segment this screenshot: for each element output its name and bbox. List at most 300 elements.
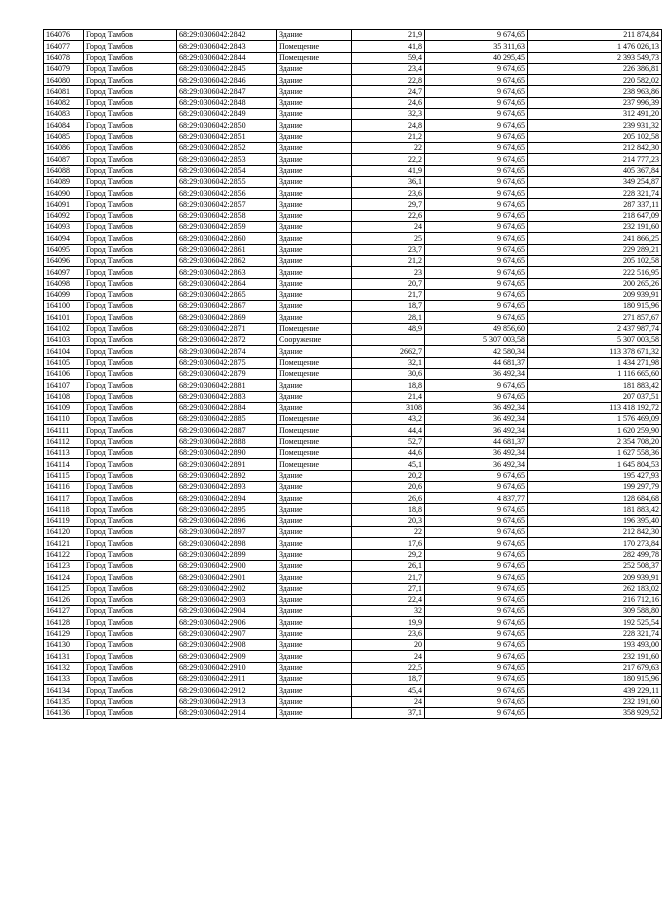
- cadastral-number-cell: 68:29:0306042:2859: [177, 222, 277, 233]
- table-row: [44, 459, 662, 470]
- area-cell: 17,6: [352, 538, 425, 549]
- cadastral-number-cell: 68:29:0306042:2843: [177, 41, 277, 52]
- area-cell: 30,6: [352, 368, 425, 379]
- area-cell: 24,7: [352, 86, 425, 97]
- row-id-cell: 164090: [44, 188, 84, 199]
- row-id-cell: 164077: [44, 41, 84, 52]
- table-row: [44, 640, 662, 651]
- object-type-cell: Здание: [277, 346, 352, 357]
- city-cell: Город Тамбов: [84, 402, 177, 413]
- unit-price-cell: 9 674,65: [425, 255, 528, 266]
- area-cell: 22: [352, 527, 425, 538]
- object-type-cell: Здание: [277, 662, 352, 673]
- unit-price-cell: 4 837,77: [425, 493, 528, 504]
- city-cell: Город Тамбов: [84, 323, 177, 334]
- unit-price-cell: 36 492,34: [425, 414, 528, 425]
- unit-price-cell: 9 674,65: [425, 120, 528, 131]
- cadastral-number-cell: 68:29:0306042:2850: [177, 120, 277, 131]
- unit-price-cell: 9 674,65: [425, 504, 528, 515]
- object-type-cell: Здание: [277, 244, 352, 255]
- cadastral-value-cell: 218 647,09: [528, 210, 662, 221]
- row-id-cell: 164129: [44, 628, 84, 639]
- unit-price-cell: 9 674,65: [425, 210, 528, 221]
- cadastral-value-cell: 271 857,67: [528, 312, 662, 323]
- cadastral-number-cell: 68:29:0306042:2888: [177, 436, 277, 447]
- table-row: [44, 493, 662, 504]
- unit-price-cell: 5 307 003,58: [425, 335, 528, 346]
- cadastral-number-cell: 68:29:0306042:2908: [177, 640, 277, 651]
- city-cell: Город Тамбов: [84, 380, 177, 391]
- cadastral-number-cell: 68:29:0306042:2895: [177, 504, 277, 515]
- table-row: [44, 142, 662, 153]
- table-row: [44, 414, 662, 425]
- unit-price-cell: 9 674,65: [425, 391, 528, 402]
- row-id-cell: 164106: [44, 368, 84, 379]
- row-id-cell: 164104: [44, 346, 84, 357]
- city-cell: Город Тамбов: [84, 131, 177, 142]
- cadastral-value-cell: 5 307 003,58: [528, 335, 662, 346]
- cadastral-number-cell: 68:29:0306042:2879: [177, 368, 277, 379]
- area-cell: 18,7: [352, 673, 425, 684]
- row-id-cell: 164103: [44, 335, 84, 346]
- unit-price-cell: 9 674,65: [425, 278, 528, 289]
- table-row: [44, 617, 662, 628]
- cadastral-number-cell: 68:29:0306042:2854: [177, 165, 277, 176]
- cadastral-number-cell: 68:29:0306042:2875: [177, 357, 277, 368]
- cadastral-number-cell: 68:29:0306042:2901: [177, 572, 277, 583]
- row-id-cell: 164079: [44, 63, 84, 74]
- table-row: [44, 583, 662, 594]
- row-id-cell: 164123: [44, 560, 84, 571]
- cadastral-value-cell: 209 939,91: [528, 572, 662, 583]
- object-type-cell: Здание: [277, 391, 352, 402]
- unit-price-cell: 9 674,65: [425, 86, 528, 97]
- unit-price-cell: 9 674,65: [425, 707, 528, 718]
- cadastral-value-cell: 1 576 469,09: [528, 414, 662, 425]
- table-row: [44, 357, 662, 368]
- cadastral-value-cell: 358 929,52: [528, 707, 662, 718]
- table-row: [44, 504, 662, 515]
- object-type-cell: Здание: [277, 628, 352, 639]
- object-type-cell: Здание: [277, 402, 352, 413]
- city-cell: Город Тамбов: [84, 504, 177, 515]
- unit-price-cell: 9 674,65: [425, 75, 528, 86]
- unit-price-cell: 9 674,65: [425, 651, 528, 662]
- row-id-cell: 164105: [44, 357, 84, 368]
- area-cell: 21,9: [352, 30, 425, 41]
- cadastral-number-cell: 68:29:0306042:2874: [177, 346, 277, 357]
- cadastral-value-cell: 205 102,58: [528, 131, 662, 142]
- cadastral-value-cell: 128 684,68: [528, 493, 662, 504]
- cadastral-number-cell: 68:29:0306042:2849: [177, 109, 277, 120]
- row-id-cell: 164087: [44, 154, 84, 165]
- object-type-cell: Здание: [277, 538, 352, 549]
- cadastral-value-cell: 1 620 259,90: [528, 425, 662, 436]
- area-cell: 2662,7: [352, 346, 425, 357]
- table-row: [44, 131, 662, 142]
- object-type-cell: Здание: [277, 606, 352, 617]
- table-row: [44, 628, 662, 639]
- table-row: [44, 391, 662, 402]
- unit-price-cell: 9 674,65: [425, 594, 528, 605]
- city-cell: Город Тамбов: [84, 414, 177, 425]
- cadastral-number-cell: 68:29:0306042:2858: [177, 210, 277, 221]
- cadastral-value-cell: 1 645 804,53: [528, 459, 662, 470]
- cadastral-value-cell: 2 393 549,73: [528, 52, 662, 63]
- city-cell: Город Тамбов: [84, 470, 177, 481]
- row-id-cell: 164114: [44, 459, 84, 470]
- city-cell: Город Тамбов: [84, 222, 177, 233]
- area-cell: 48,9: [352, 323, 425, 334]
- unit-price-cell: 9 674,65: [425, 188, 528, 199]
- unit-price-cell: 9 674,65: [425, 549, 528, 560]
- city-cell: Город Тамбов: [84, 346, 177, 357]
- table-row: [44, 41, 662, 52]
- cadastral-number-cell: 68:29:0306042:2892: [177, 470, 277, 481]
- row-id-cell: 164094: [44, 233, 84, 244]
- area-cell: 26,6: [352, 493, 425, 504]
- table-row: [44, 560, 662, 571]
- table-row: [44, 470, 662, 481]
- row-id-cell: 164126: [44, 594, 84, 605]
- table-row: [44, 481, 662, 492]
- unit-price-cell: 9 674,65: [425, 696, 528, 707]
- cadastral-value-cell: 349 254,87: [528, 176, 662, 187]
- city-cell: Город Тамбов: [84, 63, 177, 74]
- unit-price-cell: 36 492,34: [425, 459, 528, 470]
- cadastral-number-cell: 68:29:0306042:2851: [177, 131, 277, 142]
- table-row: [44, 685, 662, 696]
- area-cell: 44,4: [352, 425, 425, 436]
- table-row: [44, 176, 662, 187]
- table-row: [44, 109, 662, 120]
- area-cell: 20,2: [352, 470, 425, 481]
- object-type-cell: Здание: [277, 109, 352, 120]
- table-row: [44, 651, 662, 662]
- city-cell: Город Тамбов: [84, 357, 177, 368]
- cadastral-number-cell: 68:29:0306042:2894: [177, 493, 277, 504]
- cadastral-value-cell: 180 915,96: [528, 301, 662, 312]
- area-cell: 24,6: [352, 97, 425, 108]
- unit-price-cell: 9 674,65: [425, 301, 528, 312]
- cadastral-number-cell: 68:29:0306042:2884: [177, 402, 277, 413]
- table-row: [44, 267, 662, 278]
- area-cell: 20,6: [352, 481, 425, 492]
- table-row: [44, 301, 662, 312]
- cadastral-number-cell: 68:29:0306042:2897: [177, 527, 277, 538]
- table-row: [44, 425, 662, 436]
- city-cell: Город Тамбов: [84, 538, 177, 549]
- row-id-cell: 164117: [44, 493, 84, 504]
- unit-price-cell: 9 674,65: [425, 63, 528, 74]
- object-type-cell: Здание: [277, 63, 352, 74]
- row-id-cell: 164133: [44, 673, 84, 684]
- area-cell: 23,7: [352, 244, 425, 255]
- cadastral-value-cell: 211 874,84: [528, 30, 662, 41]
- area-cell: 37,1: [352, 707, 425, 718]
- unit-price-cell: 9 674,65: [425, 527, 528, 538]
- city-cell: Город Тамбов: [84, 685, 177, 696]
- row-id-cell: 164084: [44, 120, 84, 131]
- object-type-cell: Здание: [277, 527, 352, 538]
- object-type-cell: Здание: [277, 583, 352, 594]
- object-type-cell: Здание: [277, 470, 352, 481]
- area-cell: 21,2: [352, 131, 425, 142]
- cadastral-value-cell: 200 265,26: [528, 278, 662, 289]
- cadastral-number-cell: 68:29:0306042:2902: [177, 583, 277, 594]
- object-type-cell: Здание: [277, 30, 352, 41]
- row-id-cell: 164128: [44, 617, 84, 628]
- cadastral-number-cell: 68:29:0306042:2862: [177, 255, 277, 266]
- cadastral-value-cell: 192 525,54: [528, 617, 662, 628]
- cadastral-value-cell: 232 191,60: [528, 651, 662, 662]
- area-cell: 32,1: [352, 357, 425, 368]
- table-row: [44, 696, 662, 707]
- row-id-cell: 164096: [44, 255, 84, 266]
- cadastral-number-cell: 68:29:0306042:2898: [177, 538, 277, 549]
- cadastral-number-cell: 68:29:0306042:2861: [177, 244, 277, 255]
- row-id-cell: 164130: [44, 640, 84, 651]
- row-id-cell: 164081: [44, 86, 84, 97]
- row-id-cell: 164120: [44, 527, 84, 538]
- cadastral-number-cell: 68:29:0306042:2842: [177, 30, 277, 41]
- cadastral-number-cell: 68:29:0306042:2860: [177, 233, 277, 244]
- area-cell: 18,7: [352, 301, 425, 312]
- cadastral-number-cell: 68:29:0306042:2909: [177, 651, 277, 662]
- row-id-cell: 164127: [44, 606, 84, 617]
- unit-price-cell: 9 674,65: [425, 131, 528, 142]
- object-type-cell: Помещение: [277, 459, 352, 470]
- area-cell: 18,8: [352, 504, 425, 515]
- unit-price-cell: 36 492,34: [425, 368, 528, 379]
- object-type-cell: Здание: [277, 673, 352, 684]
- unit-price-cell: 9 674,65: [425, 560, 528, 571]
- unit-price-cell: 44 681,37: [425, 436, 528, 447]
- table-row: [44, 30, 662, 41]
- table-row: [44, 662, 662, 673]
- cadastral-number-cell: 68:29:0306042:2912: [177, 685, 277, 696]
- area-cell: 3108: [352, 402, 425, 413]
- object-type-cell: Здание: [277, 165, 352, 176]
- table-row: [44, 549, 662, 560]
- unit-price-cell: 9 674,65: [425, 470, 528, 481]
- cadastral-value-cell: 209 939,91: [528, 289, 662, 300]
- city-cell: Город Тамбов: [84, 41, 177, 52]
- row-id-cell: 164099: [44, 289, 84, 300]
- row-id-cell: 164093: [44, 222, 84, 233]
- unit-price-cell: 9 674,65: [425, 244, 528, 255]
- unit-price-cell: 9 674,65: [425, 30, 528, 41]
- table-row: [44, 346, 662, 357]
- table-row: [44, 380, 662, 391]
- city-cell: Город Тамбов: [84, 606, 177, 617]
- city-cell: Город Тамбов: [84, 86, 177, 97]
- object-type-cell: Помещение: [277, 357, 352, 368]
- city-cell: Город Тамбов: [84, 583, 177, 594]
- unit-price-cell: 9 674,65: [425, 199, 528, 210]
- object-type-cell: Здание: [277, 142, 352, 153]
- cadastral-value-cell: 113 378 671,32: [528, 346, 662, 357]
- cadastral-number-cell: 68:29:0306042:2869: [177, 312, 277, 323]
- cadastral-number-cell: 68:29:0306042:2855: [177, 176, 277, 187]
- area-cell: 22,8: [352, 75, 425, 86]
- area-cell: 22,5: [352, 662, 425, 673]
- cadastral-value-cell: 238 963,86: [528, 86, 662, 97]
- city-cell: Город Тамбов: [84, 278, 177, 289]
- area-cell: 32,3: [352, 109, 425, 120]
- object-type-cell: Здание: [277, 504, 352, 515]
- city-cell: Город Тамбов: [84, 493, 177, 504]
- row-id-cell: 164118: [44, 504, 84, 515]
- city-cell: Город Тамбов: [84, 617, 177, 628]
- object-type-cell: Здание: [277, 515, 352, 526]
- city-cell: Город Тамбов: [84, 662, 177, 673]
- row-id-cell: 164113: [44, 447, 84, 458]
- cadastral-number-cell: 68:29:0306042:2893: [177, 481, 277, 492]
- area-cell: 52,7: [352, 436, 425, 447]
- object-type-cell: Здание: [277, 120, 352, 131]
- unit-price-cell: 9 674,65: [425, 515, 528, 526]
- area-cell: 21,2: [352, 255, 425, 266]
- unit-price-cell: 9 674,65: [425, 222, 528, 233]
- unit-price-cell: 9 674,65: [425, 267, 528, 278]
- object-type-cell: Здание: [277, 255, 352, 266]
- object-type-cell: Помещение: [277, 368, 352, 379]
- unit-price-cell: 36 492,34: [425, 425, 528, 436]
- cadastral-number-cell: 68:29:0306042:2890: [177, 447, 277, 458]
- cadastral-number-cell: 68:29:0306042:2852: [177, 142, 277, 153]
- table-body: [44, 30, 662, 719]
- unit-price-cell: 40 295,45: [425, 52, 528, 63]
- city-cell: Город Тамбов: [84, 447, 177, 458]
- object-type-cell: Помещение: [277, 41, 352, 52]
- city-cell: Город Тамбов: [84, 651, 177, 662]
- city-cell: Город Тамбов: [84, 459, 177, 470]
- object-type-cell: Здание: [277, 222, 352, 233]
- area-cell: 44,6: [352, 447, 425, 458]
- object-type-cell: Здание: [277, 549, 352, 560]
- cadastral-value-cell: 207 037,51: [528, 391, 662, 402]
- cadastral-value-cell: 214 777,23: [528, 154, 662, 165]
- cadastral-value-cell: 1 476 026,13: [528, 41, 662, 52]
- cadastral-value-cell: 439 229,11: [528, 685, 662, 696]
- object-type-cell: Здание: [277, 278, 352, 289]
- cadastral-value-cell: 252 508,37: [528, 560, 662, 571]
- cadastral-number-cell: 68:29:0306042:2910: [177, 662, 277, 673]
- unit-price-cell: 9 674,65: [425, 628, 528, 639]
- object-type-cell: Здание: [277, 199, 352, 210]
- row-id-cell: 164124: [44, 572, 84, 583]
- city-cell: Город Тамбов: [84, 199, 177, 210]
- cadastral-number-cell: 68:29:0306042:2867: [177, 301, 277, 312]
- city-cell: Город Тамбов: [84, 436, 177, 447]
- unit-price-cell: 9 674,65: [425, 289, 528, 300]
- object-type-cell: Помещение: [277, 447, 352, 458]
- unit-price-cell: 9 674,65: [425, 662, 528, 673]
- cadastral-value-cell: 228 321,74: [528, 188, 662, 199]
- area-cell: 20,7: [352, 278, 425, 289]
- row-id-cell: 164108: [44, 391, 84, 402]
- unit-price-cell: 9 674,65: [425, 617, 528, 628]
- row-id-cell: 164134: [44, 685, 84, 696]
- object-type-cell: Помещение: [277, 436, 352, 447]
- table-row: [44, 222, 662, 233]
- city-cell: Город Тамбов: [84, 142, 177, 153]
- cadastral-number-cell: 68:29:0306042:2864: [177, 278, 277, 289]
- object-type-cell: Здание: [277, 312, 352, 323]
- table-row: [44, 436, 662, 447]
- row-id-cell: 164121: [44, 538, 84, 549]
- area-cell: 41,9: [352, 165, 425, 176]
- city-cell: Город Тамбов: [84, 707, 177, 718]
- area-cell: 24: [352, 696, 425, 707]
- table-row: [44, 188, 662, 199]
- table-row: [44, 594, 662, 605]
- city-cell: Город Тамбов: [84, 188, 177, 199]
- city-cell: Город Тамбов: [84, 696, 177, 707]
- table-row: [44, 368, 662, 379]
- city-cell: Город Тамбов: [84, 30, 177, 41]
- city-cell: Город Тамбов: [84, 289, 177, 300]
- cadastral-number-cell: 68:29:0306042:2853: [177, 154, 277, 165]
- row-id-cell: 164082: [44, 97, 84, 108]
- cadastral-value-cell: 113 418 192,72: [528, 402, 662, 413]
- area-cell: 45,4: [352, 685, 425, 696]
- city-cell: Город Тамбов: [84, 368, 177, 379]
- area-cell: 29,2: [352, 549, 425, 560]
- city-cell: Город Тамбов: [84, 109, 177, 120]
- area-cell: 45,1: [352, 459, 425, 470]
- cadastral-number-cell: 68:29:0306042:2846: [177, 75, 277, 86]
- table-row: [44, 335, 662, 346]
- cadastral-number-cell: 68:29:0306042:2913: [177, 696, 277, 707]
- area-cell: 22,4: [352, 594, 425, 605]
- row-id-cell: 164085: [44, 131, 84, 142]
- area-cell: 22,6: [352, 210, 425, 221]
- cadastral-value-cell: 212 842,30: [528, 527, 662, 538]
- area-cell: 59,4: [352, 52, 425, 63]
- city-cell: Город Тамбов: [84, 255, 177, 266]
- cadastral-number-cell: 68:29:0306042:2857: [177, 199, 277, 210]
- area-cell: 24: [352, 651, 425, 662]
- object-type-cell: Здание: [277, 154, 352, 165]
- city-cell: Город Тамбов: [84, 210, 177, 221]
- city-cell: Город Тамбов: [84, 301, 177, 312]
- cadastral-number-cell: 68:29:0306042:2844: [177, 52, 277, 63]
- cadastral-value-cell: 222 516,95: [528, 267, 662, 278]
- object-type-cell: Здание: [277, 210, 352, 221]
- area-cell: 24: [352, 222, 425, 233]
- unit-price-cell: 42 580,34: [425, 346, 528, 357]
- city-cell: Город Тамбов: [84, 233, 177, 244]
- cadastral-number-cell: 68:29:0306042:2911: [177, 673, 277, 684]
- object-type-cell: Здание: [277, 493, 352, 504]
- unit-price-cell: 9 674,65: [425, 685, 528, 696]
- object-type-cell: Здание: [277, 696, 352, 707]
- row-id-cell: 164091: [44, 199, 84, 210]
- unit-price-cell: 9 674,65: [425, 572, 528, 583]
- table-row: [44, 63, 662, 74]
- object-type-cell: Здание: [277, 640, 352, 651]
- cadastral-number-cell: 68:29:0306042:2863: [177, 267, 277, 278]
- cadastral-value-cell: 2 437 987,74: [528, 323, 662, 334]
- unit-price-cell: 9 674,65: [425, 154, 528, 165]
- area-cell: 28,1: [352, 312, 425, 323]
- cadastral-value-cell: 1 434 271,98: [528, 357, 662, 368]
- object-type-cell: Здание: [277, 131, 352, 142]
- table-row: [44, 210, 662, 221]
- unit-price-cell: 9 674,65: [425, 142, 528, 153]
